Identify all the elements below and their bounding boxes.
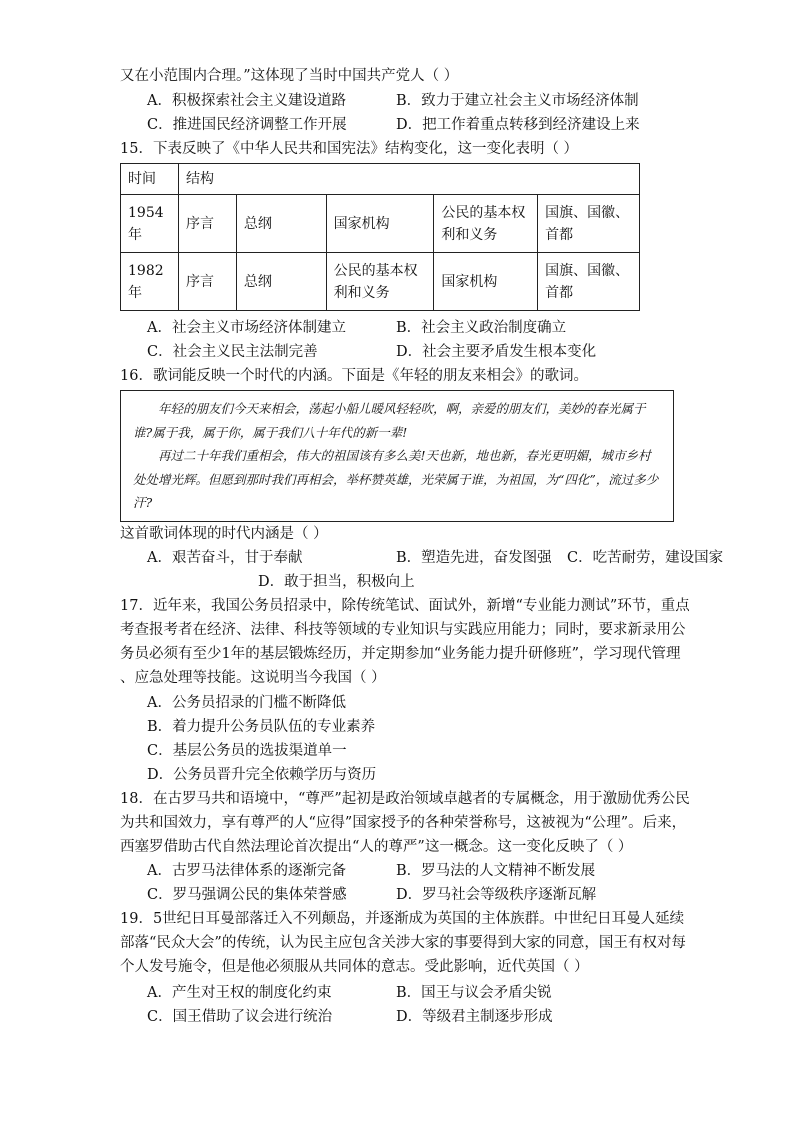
table-cell: 序言 xyxy=(178,253,236,311)
table-row xyxy=(121,195,640,253)
q14-option-b[interactable]: B．致力于建立社会主义市场经济体制 xyxy=(396,93,639,109)
q17-stem-line: 务员必须有至少1年的基层锻炼经历，并定期参加“业务能力提升研修班”，学习现代管理 xyxy=(120,646,681,662)
q16-question: 这首歌词体现的时代内涵是（ ） xyxy=(120,526,328,542)
q19-stem-line: 个人发号施令，但是他必须服从共同体的意志。受此影响，近代英国（ ） xyxy=(120,959,589,975)
q19-stem-line: 19．5世纪日耳曼部落迁入不列颠岛，并逐渐成为英国的主体族群。中世纪日耳曼人延续 xyxy=(120,911,685,927)
table-cell: 总纲 xyxy=(236,253,326,311)
q19-stem-line: 部落“民众大会”的传统，认为民主应包含关涉大家的事要得到大家的同意，国王有权对每 xyxy=(120,935,686,951)
q15-option-d[interactable]: D．社会主要矛盾发生根本变化 xyxy=(396,344,597,360)
q14-option-a[interactable]: A．积极探索社会主义建设道路 xyxy=(147,93,346,109)
lyric-paragraph: 年轻的朋友们今天来相会，荡起小船儿暖风轻轻吹，啊，亲爱的朋友们，美妙的春光属于谁?属于我，属于你，属于我们八十年代的新一辈! xyxy=(133,401,646,440)
row-year: 1982年 xyxy=(121,253,179,311)
q19-option-d[interactable]: D．等级君主制逐步形成 xyxy=(396,1009,553,1025)
q15-option-c[interactable]: C．社会主义民主法制完善 xyxy=(147,344,318,360)
table-cell: 国家机构 xyxy=(434,253,538,311)
q17-option-a[interactable]: A．公务员招录的门槛不断降低 xyxy=(147,695,346,711)
q15-stem: 15．下表反映了《中华人民共和国宪法》结构变化，这一变化表明（ ） xyxy=(120,141,579,157)
lyrics-box xyxy=(120,390,674,522)
q17-option-b[interactable]: B．着力提升公务员队伍的专业素养 xyxy=(147,719,376,735)
q17-stem-line: 17．近年来，我国公务员招录中，除传统笔试、面试外，新增“专业能力测试”环节，重点 xyxy=(120,598,690,614)
row-year: 1954年 xyxy=(121,195,179,253)
header-time: 时间 xyxy=(121,164,179,195)
table-cell: 总纲 xyxy=(236,195,326,253)
q18-stem-line: 18．在古罗马共和语境中，“尊严”起初是政治领域卓越者的专属概念，用于激励优秀公民 xyxy=(120,791,690,807)
q19-option-a[interactable]: A．产生对王权的制度化约束 xyxy=(147,985,332,1001)
q17-stem-line: 、应急处理等技能。这说明当今我国（ ） xyxy=(120,670,386,686)
q17-option-c[interactable]: C．基层公务员的选拔渠道单一 xyxy=(147,743,347,759)
q19-option-b[interactable]: B．国王与议会矛盾尖锐 xyxy=(396,985,552,1001)
q16-option-c[interactable]: C．吃苦耐劳，建设国家 xyxy=(567,550,724,566)
q14-option-c[interactable]: C．推进国民经济调整工作开展 xyxy=(147,117,347,133)
lyric-paragraph: 再过二十年我们重相会，伟大的祖国该有多么美!天也新，地也新，春光更明媚，城市乡村处处增光辉。但愿到那时我们再相会，举杯赞英雄，光荣属于谁，为祖国，为“四化”，流过多少汗? xyxy=(133,448,659,510)
q17-stem-line: 考查报考者在经济、法律、科技等领域的专业知识与实践应用能力；同时，要求新录用公 xyxy=(120,622,686,638)
table-cell: 国家机构 xyxy=(326,195,434,253)
table-cell: 公民的基本权利和义务 xyxy=(326,253,434,311)
q14-option-d[interactable]: D．把工作着重点转移到经济建设上来 xyxy=(396,117,640,133)
q18-stem-line: 西塞罗借助古代自然法理论首次提出“人的尊严”这一概念。这一变化反映了（ ） xyxy=(120,839,633,855)
header-structure: 结构 xyxy=(178,164,639,195)
q16-option-b[interactable]: B．塑造先进，奋发图强 xyxy=(396,550,552,566)
q18-stem-line: 为共和国效力，享有尊严的人“应得”国家授予的各种荣誉称号，这被视为“公理”。后来， xyxy=(120,815,687,831)
q15-option-b[interactable]: B．社会主义政治制度确立 xyxy=(396,320,567,336)
table-cell: 公民的基本权利和义务 xyxy=(434,195,538,253)
q18-option-c[interactable]: C．罗马强调公民的集体荣誉感 xyxy=(147,887,347,903)
table-cell: 国旗、国徽、首都 xyxy=(538,253,640,311)
q18-option-d[interactable]: D．罗马社会等级秩序逐渐瓦解 xyxy=(396,887,597,903)
q18-option-a[interactable]: A．古罗马法律体系的逐渐完备 xyxy=(147,863,346,879)
table-row xyxy=(121,253,640,311)
q14-stem-tail: 又在小范围内合理。”这体现了当时中国共产党人（ ） xyxy=(120,68,459,84)
q16-stem: 16．歌词能反映一个时代的内涵。下面是《年轻的朋友来相会》的歌词。 xyxy=(120,368,588,384)
q16-option-a[interactable]: A．艰苦奋斗，甘于奉献 xyxy=(147,550,303,566)
q16-option-d[interactable]: D．敢于担当，积极向上 xyxy=(258,574,415,590)
table-header-row xyxy=(121,164,640,195)
q15-option-a[interactable]: A．社会主义市场经济体制建立 xyxy=(147,320,346,336)
table-cell: 国旗、国徽、首都 xyxy=(538,195,640,253)
q18-option-b[interactable]: B．罗马法的人文精神不断发展 xyxy=(396,863,596,879)
constitution-structure-table xyxy=(120,163,640,311)
table-cell: 序言 xyxy=(178,195,236,253)
q19-option-c[interactable]: C．国王借助了议会进行统治 xyxy=(147,1009,333,1025)
q17-option-d[interactable]: D．公务员晋升完全依赖学历与资历 xyxy=(147,767,377,783)
